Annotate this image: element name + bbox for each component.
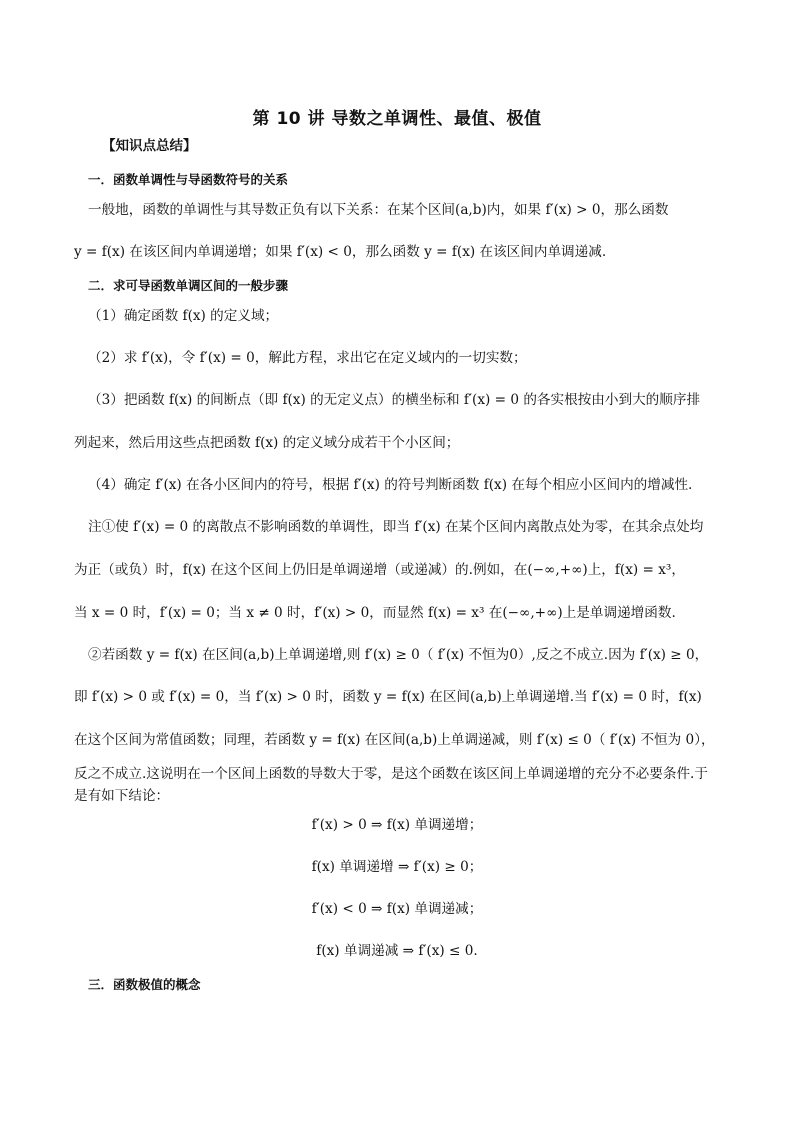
paragraph-line: 当 x = 0 时，f′(x) = 0；当 x ≠ 0 时，f′(x) > 0，而显然 f(x) = x³ 在(−∞,+∞)上是单调递增函数. [74, 605, 676, 621]
knowledge-summary-heading: 【知识点总结】 [102, 138, 197, 154]
step-1: （1）确定函数 f(x) 的定义域； [88, 308, 279, 324]
step-4: （4）确定 f′(x) 在各小区间内的符号，根据 f′(x) 的符号判断函数 f(x) 在每个相应小区间内的增减性. [88, 477, 693, 493]
conclusion-2: f(x) 单调递增 ⇒ f′(x) ≥ 0； [311, 859, 483, 875]
paragraph-line: 列起来，然后用这些点把函数 f(x) 的定义域分成若干个小区间； [74, 435, 460, 451]
section-2-heading: 二．求可导函数单调区间的一般步骤 [88, 278, 289, 293]
section-3-heading: 三．函数极值的概念 [88, 977, 201, 992]
conclusion-1: f′(x) > 0 ⇒ f(x) 单调递增； [311, 817, 483, 833]
paragraph-line: y = f(x) 在该区间内单调递增；如果 f′(x) < 0，那么函数 y = f(x) 在该区间内单调递减. [74, 244, 607, 260]
page-title: 第 10 讲 导数之单调性、最值、极值 [252, 109, 542, 129]
note-1: 注①使 f′(x) = 0 的离散点不影响函数的单调性，即当 f′(x) 在某个区间内离散点处为零，在其余点处均 [88, 519, 704, 535]
conclusion-3: f′(x) < 0 ⇒ f(x) 单调递减； [311, 901, 483, 917]
step-3: （3）把函数 f(x) 的间断点（即 f(x) 的无定义点）的横坐标和 f′(x) = 0 的各实根按由小到大的顺序排 [88, 392, 701, 408]
paragraph-line: 在这个区间为常值函数；同理，若函数 y = f(x) 在区间(a,b)上单调递减，则 f′(x) ≤ 0（ f′(x) 不恒为 0）， [74, 732, 715, 748]
conclusion-4: f(x) 单调递减 ⇒ f′(x) ≤ 0. [316, 943, 478, 959]
step-2: （2）求 f′(x)，令 f′(x) = 0，解此方程，求出它在定义域内的一切实数； [88, 350, 527, 366]
paragraph-line: 一般地，函数的单调性与其导数正负有以下关系：在某个区间(a,b)内，如果 f′(x) > 0，那么函数 [88, 202, 669, 218]
note-2: ②若函数 y = f(x) 在区间(a,b)上单调递增,则 f′(x) ≥ 0（ f′(x) 不恒为0）,反之不成立.因为 f′(x) ≥ 0， [88, 647, 709, 663]
paragraph-line: 是有如下结论： [74, 788, 170, 804]
paragraph-line: 反之不成立.这说明在一个区间上函数的导数大于零，是这个函数在该区间上单调递增的充分不必要条件.于 [74, 766, 708, 782]
section-1-heading: 一．函数单调性与导函数符号的关系 [88, 172, 289, 187]
paragraph-line: 为正（或负）时，f(x) 在这个区间上仍旧是单调递增（或递减）的.例如，在(−∞,+∞)上，f(x) = x³， [74, 562, 685, 578]
paragraph-line: 即 f′(x) > 0 或 f′(x) = 0，当 f′(x) > 0 时，函数 y = f(x) 在区间(a,b)上单调递增.当 f′(x) = 0 时，f(x) [74, 689, 702, 705]
